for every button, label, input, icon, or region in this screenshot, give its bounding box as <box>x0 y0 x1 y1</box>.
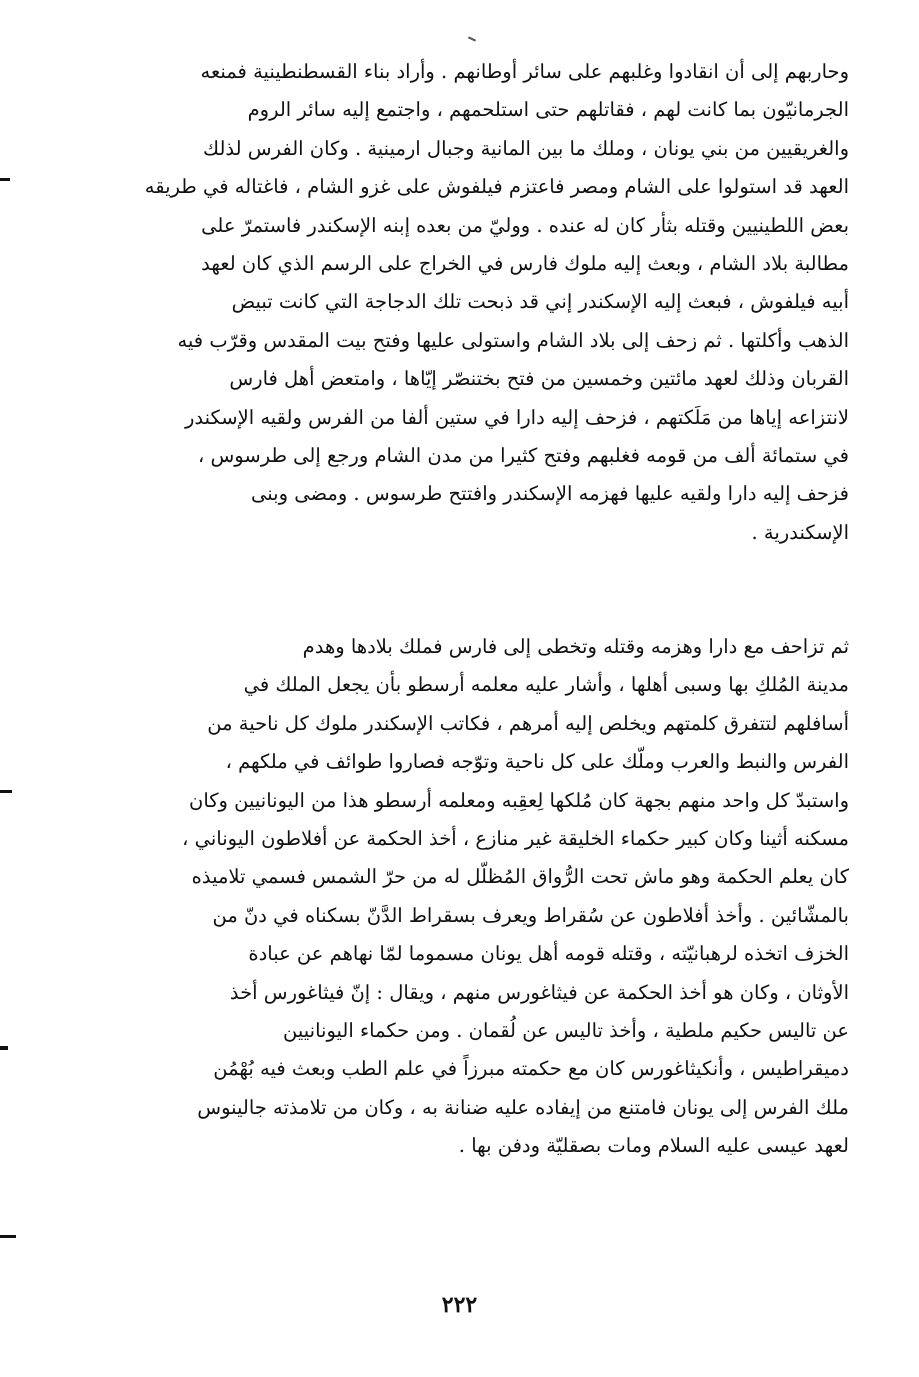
text-line: الفرس والنبط والعرب وملّك على كل ناحية وتوّجه فصاروا طوائف في ملكهم ، <box>225 750 849 774</box>
text-line: العهد قد استولوا على الشام ومصر فاعتزم فيلفوش على غزو الشام ، فاغتاله في طريقه <box>144 175 849 199</box>
margin-mark <box>0 1046 8 1050</box>
text-line: مدينة المُلكِ بها وسبى أهلها ، وأشار عليه معلمه أرسطو بأن يجعل الملك في <box>243 673 849 697</box>
text-line: الذهب وأكلتها . ثم زحف إلى بلاد الشام واستولى عليها وفتح بيت المقدس وقرّب فيه <box>177 328 849 352</box>
text-line: عن تاليس حكيم ملطية ، وأخذ تاليس عن لُقمان . ومن حكماء اليونانيين <box>283 1018 849 1042</box>
text-line: مطالبة بلاد الشام ، وبعث إليه ملوك فارس في الخراج على الرسم الذي كان لعهد <box>201 251 849 275</box>
margin-mark <box>0 790 12 793</box>
text-line: دميقراطيس ، وأنكيثاغورس كان مع حكمته مبرزاً في علم الطب وبعث فيه بُهْمُن <box>213 1057 849 1081</box>
text-line: لعهد عيسى عليه السلام ومات بصقليّة ودفن بها . <box>458 1134 849 1158</box>
text-line: ثم تزاحف مع دارا وهزمه وقتله وتخطى إلى فارس فملك بلادها وهدم <box>302 635 849 658</box>
margin-mark <box>0 178 10 181</box>
paragraph-1 <box>104 53 849 552</box>
text-line: واستبدّ كل واحد منهم بجهة كان مُلكها لِعقِبه ومعلمه أرسطو هذا من اليونانيين وكان <box>189 788 849 812</box>
text-line: أسافلهم لتتفرق كلمتهم ويخلص إليه أمرهم ، فكاتب الإسكندر ملوك كل ناحية من <box>207 711 849 735</box>
text-line: الجرمانيّون بما كانت لهم ، فقاتلهم حتى استلحمهم ، واجتمع إليه سائر الروم <box>247 98 849 122</box>
text-line: مسكنه أثينا وكان كبير حكماء الخليقة غير منازع ، أخذ الحكمة عن أفلاطون اليوناني ، <box>182 826 849 850</box>
text-line: لانتزاعه إياها من مَلَكتهم ، فزحف إليه دارا في ستين ألفا من الفرس ولقيه الإسكندر <box>184 405 849 429</box>
text-line: الأوثان ، وكان هو أخذ الحكمة عن فيثاغورس منهم ، ويقال : إنّ فيثاغورس أخذ <box>229 980 849 1004</box>
text-line: ملك الفرس إلى يونان فامتنع من إيفاده عليه ضنانة به ، وكان من تلامذته جالينوس <box>197 1095 849 1119</box>
scan-speck <box>468 36 476 41</box>
text-line: وحاربهم إلى أن انقادوا وغلبهم على سائر أوطانهم . وأراد بناء القسطنطينية فمنعه <box>200 60 849 83</box>
text-line: في ستمائة ألف من قومه فغلبهم وفتح كثيرا من مدن الشام ورجع إلى طرسوس ، <box>197 443 849 467</box>
page-number: ٢٢٢ <box>441 1292 478 1318</box>
margin-mark <box>0 1235 16 1238</box>
text-line: بعض اللطينيين وقتله بثأر كان له عنده . ووليّ من بعده إبنه الإسكندر فاستمرّ على <box>201 213 849 237</box>
text-line: بالمشّائين . وأخذ أفلاطون عن سُقراط ويعرف بسقراط الدَّنّ بسكناه في دنّ من <box>212 903 849 927</box>
text-line: كان يعلم الحكمة وهو ماش تحت الرُّواق المُظلّل له من حرّ الشمس فسمي تلاميذه <box>191 865 849 889</box>
text-line: أبيه فيلفوش ، فبعث إليه الإسكندر إني قد ذبحت تلك الدجاجة التي كانت تبيض <box>231 290 849 314</box>
text-line: والغريقيين من بني يونان ، وملك ما بين المانية وجبال ارمينية . وكان الفرس لذلك <box>203 136 849 160</box>
text-line: القربان وذلك لعهد مائتين وخمسين من فتح بختنصّر إيّاها ، وامتعض أهل فارس <box>229 367 849 391</box>
text-line: الإسكندرية . <box>751 520 849 544</box>
text-line: الخزف اتخذه لرهبانيّته ، وقتله قومه أهل يونان مسموما لمّا نهاهم عن عبادة <box>248 942 849 966</box>
paragraph-2 <box>104 628 849 1165</box>
text-line: فزحف إليه دارا ولقيه عليها فهزمه الإسكندر وافتتح طرسوس . ومضى وبنى <box>251 482 849 506</box>
